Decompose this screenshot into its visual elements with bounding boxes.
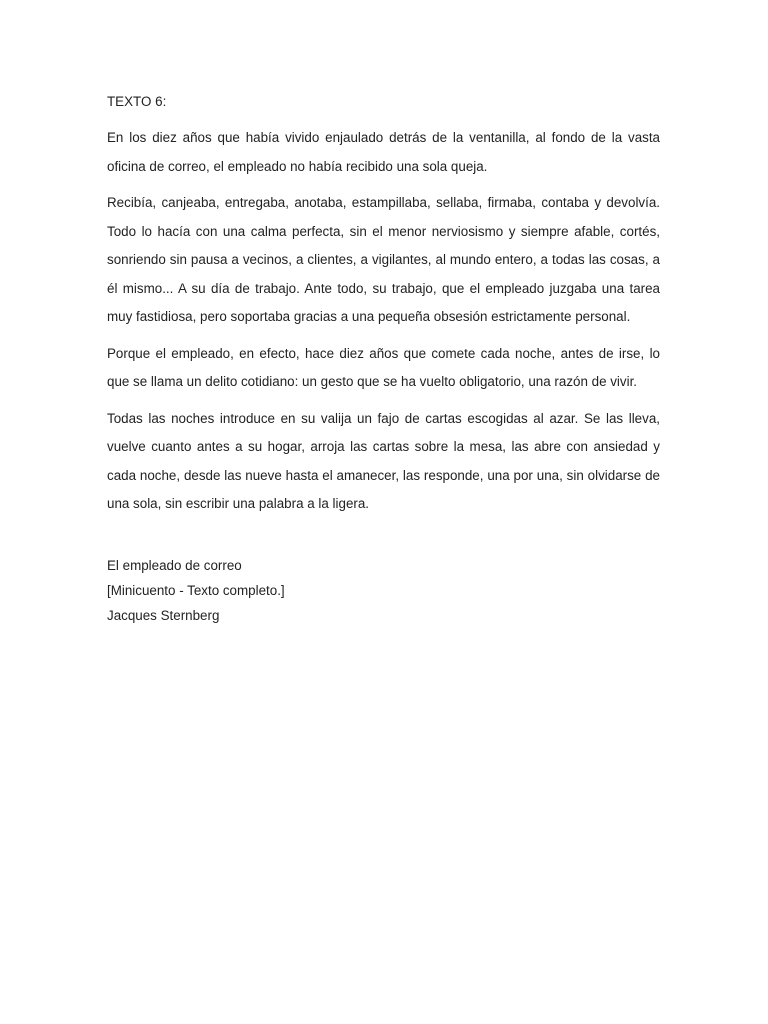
paragraph-4: Todas las noches introduce en su valija un fajo de cartas escogidas al azar. Se las lleva, vuelve cuanto antes a su hogar, arroja las cartas sobre la mesa, las abre con ansiedad y cada noche, desde las nueve hasta el amanecer, las responde, una por una, sin olvidarse de una sola, sin escribir una palabra a la ligera. bbox=[107, 410, 660, 511]
paragraph-3: Porque el empleado, en efecto, hace diez años que comete cada noche, antes de irse, lo que se llama un delito cotidiano: un gesto que se ha vuelto obligatorio, una razón de vivir. bbox=[107, 345, 660, 389]
story-note: [Minicuento - Texto completo.] bbox=[107, 582, 285, 598]
story-author: Jacques Sternberg bbox=[107, 607, 220, 623]
text-heading: TEXTO 6: bbox=[107, 94, 167, 109]
paragraph-2: Recibía, canjeaba, entregaba, anotaba, estampillaba, sellaba, firmaba, contaba y devolvía. Todo lo hacía con una calma perfecta, sin el menor nerviosismo y siempre afable, cortés, sonriendo sin pausa a vecinos, a clientes, a vigilantes, al mundo entero, a todas las cosas, a él mismo... A su día de trabajo. Ante todo, su trabajo, que el empleado juzgaba una tarea muy fastidiosa, pero soportaba gracias a una pequeña obsesión estrictamente personal. bbox=[107, 195, 660, 324]
credits-block bbox=[107, 553, 660, 628]
paragraph-1: En los diez años que había vivido enjaulado detrás de la ventanilla, al fondo de la vasta oficina de correo, el empleado no había recibido una sola queja. bbox=[107, 130, 660, 174]
document-page bbox=[107, 92, 660, 628]
story-title: El empleado de correo bbox=[107, 557, 242, 573]
